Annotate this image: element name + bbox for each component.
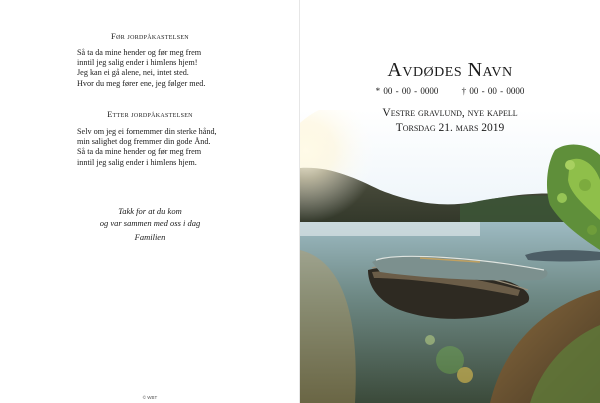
deceased-name: Avdødes Navn bbox=[387, 59, 513, 81]
verse-after-burial bbox=[77, 127, 287, 168]
closing-line: og var sammen med oss i dag bbox=[99, 218, 201, 228]
verse-before-burial bbox=[77, 48, 287, 89]
closing-thanks bbox=[0, 205, 300, 243]
right-page bbox=[300, 0, 600, 403]
verse-line: inntil jeg salig ender i himlens hjem! bbox=[77, 58, 198, 68]
verse-line: Jeg kan ei gå alene, nei, intet sted. bbox=[77, 68, 189, 78]
verse-line: inntil jeg salig ender i himlens hjem. bbox=[77, 157, 197, 167]
ceremony-date: Torsdag 21. mars 2019 bbox=[395, 122, 505, 134]
heading-after-burial: Etter jordpåkastelsen bbox=[107, 109, 193, 119]
ceremony-venue: Vestre gravlund, nye kapell bbox=[382, 107, 518, 119]
verse-line: Hvor du meg fører ene, jeg følger med. bbox=[77, 78, 206, 88]
death-date: † 00 - 00 - 0000 bbox=[461, 86, 525, 96]
closing-line: Takk for at du kom bbox=[118, 206, 182, 216]
birth-date: * 00 - 00 - 0000 bbox=[375, 86, 439, 96]
life-dates bbox=[300, 86, 600, 96]
lake-boats-photo bbox=[300, 110, 600, 403]
printer-credit: © WBT bbox=[142, 395, 158, 400]
verse-line: Selv om jeg ei fornemmer din sterke hånd, bbox=[77, 127, 217, 136]
verse-line: Så ta da mine hender og før meg frem bbox=[77, 48, 202, 57]
closing-signature: Familien bbox=[134, 232, 166, 242]
verse-line: Så ta da mine hender og før meg frem bbox=[77, 147, 202, 157]
heading-before-burial: Før jordpåkastelsen bbox=[111, 31, 189, 41]
verse-line: min salighet dog fremmer din gode Ånd. bbox=[77, 137, 211, 147]
